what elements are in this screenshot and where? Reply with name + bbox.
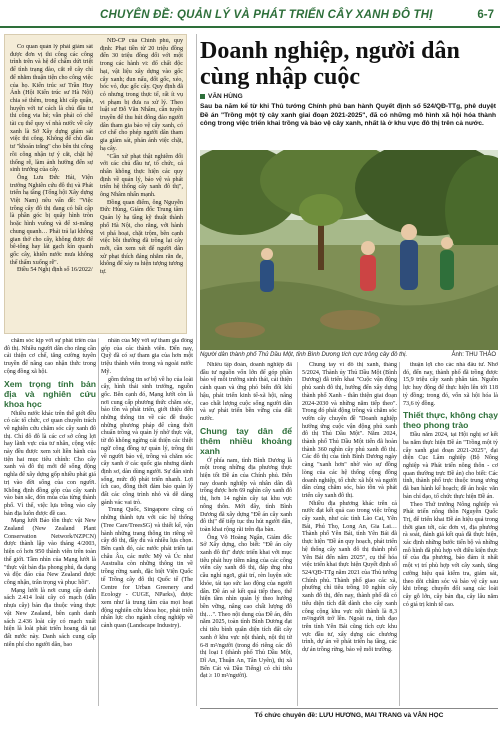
subheading: Chung tay dân để thêm nhiều khoảng xanh: [200, 425, 292, 456]
author-name: VĂN HÙNG: [208, 93, 243, 100]
paragraph: gồm thông tin sơ bộ về họ của loài cây, hình thái sinh trưởng, nguồn gốc. Bên cạnh đó, Mạng lưới còn là nơi cung cấp phương thức chăm sóc, bảo tồn và phát triển, giới thiệu đến những thông tin về các đề thuộc những phương pháp để cùng thời chuẩn trồng và quản lý nhờ thực vật, từ đó không ngừng cải thiện các thiệt ngữ công đồng tự quản lý, trồng thi về người bảo vệ, trồng và chăm sóc cây xanh ở các quốc gia nhưng dành định sơ, dàn dùng người. Sự dân sinh sống, mức độ phát triển nhanh. Lợi ích cao, đồng thời đảm bảo quản lý đất các công trình nhỏ và dễ dàng gánh vác vai trò.: [101, 376, 193, 506]
paragraph: Nhiều nước khác trên thế giới đều có các tổ chức, cơ quan chuyên trách về nghiên cứu chăm sóc cây xanh đô thị. Chỉ đô đô là các cơ sở công lợi hay lãnh vực của tư nhân, cộng việc này đều được xem xét liền hành của tiện hai mục tiêu chính: Cho cây xanh và đô thị mới để sống động nghĩa để xây dựng gốp nhiều phát giá trị vào đời sống của con người. Không định đồng góp của cây xanh vào bản sắc, đón mùa của từng thành phố. Vì thế, việc lựa trồng vào cây bản địa luôn được đề cao.: [4, 410, 96, 517]
body-column-5: [403, 362, 498, 706]
column-divider: [297, 362, 298, 706]
paragraph: Đồng quan điểm, ông Nguyễn Đức Hùng, Giám đốc Trung tâm Quản lý hạ tầng kỹ thuật thành phố Hà Nội, cho rằng, với hành vi phá hoại, chặt trộm, bên cạnh việc bồi thường đã trồng lại cây mới, cần xem xét để người dân xử phạt thích đáng nhằm răn đe, không để xảy ra hiện tượng tương tự.: [100, 199, 183, 276]
sidebar-column-1: [10, 44, 93, 330]
body-column-2: [101, 338, 193, 706]
subheading: Thiết thực, không chạy theo phong trào: [403, 410, 498, 431]
paragraph: Ông Võ Hoàng Ngân, Giám đốc Sở Xây dựng, cho biết: "Đề án cây xanh đô thị" được triển khai với mục tiêu phát huy tiềm năng của các công viên cây xanh đô thị, đáp ứng nhu cầu nghỉ ngơi, giải trí, rèn luyện sức khỏe, tái tạo sức lao động của người dân. Đề án sẽ kết quả tiếp theo, thể hiện tầm nhìn quản lý theo hướng bền vững, nâng cao chất lượng đô thị…". Theo nội dung của Đề án, đến năm 2025, toàn tỉnh Bình Dương đạt chỉ tiêu bình quân diện tích đất cây xanh ở khu vực nội thành, nội thị từ 6-8 m²/người (trong đó riêng các đô thị loại I (thành phố Thủ Dầu Một, Dĩ An, Thuận An, Tân Uyên), thị xã Bến Cát và Dầu Tiếng) có chỉ tiêu đạt ≥ 10 m²/người).: [200, 534, 292, 680]
credits-footer: Tổ chức chuyên đề: LƯU HƯƠNG, MAI TRANG và VÂN HỌC: [254, 712, 444, 719]
author-square-icon: [200, 94, 205, 99]
paragraph: nhân của Mỹ với sự tham gia đồng góp của các thành viên. Đến nay, Quỹ đã có sự tham gia của hơn một triệu thành viên trong và ngoài nước Mỹ.: [101, 338, 193, 375]
body-column-1: [4, 338, 96, 706]
body-column-3: [200, 362, 292, 706]
column-divider: [399, 362, 400, 706]
article-author: [200, 93, 243, 100]
paragraph: Ông Lưu Đức Hải, Viện trưởng Nghiên cứu đô thị và Phát triển hạ tầng (Tổng hội Xây dựng Việt Nam) nêu vấn đề: "Việc trồng cây đô thị đang có bất cập là phần góc bị quây hình tròn hoặc hình vuông và để xi-măng chung quanh… Phải trả lại không gian thở cho cây, không được để bê-tông hay lát gạch kín quanh gốc cây, khiến nước mưa không thể thấm xuống rễ".: [10, 174, 93, 266]
subheading: Xem trọng tính bản địa và nghiên cứu khoa học: [4, 378, 96, 409]
sidebar-column-2: [100, 38, 183, 330]
paragraph: Chung tay vì đô thị xanh, tháng 5/2024, Thành ủy Thủ Dầu Một (Bình Dương) đã triển khai "Cuộc vận động phủ xanh đô thị, hướng đến xây dựng thành phố Xanh - thân thiện giai đoạn 2024-2030 và những năm tiếp theo". Trong đó phát động trồng và chăm sóc vườn cây chuyên đề "Doanh nghiệp hưởng ứng cuộc vận động phủ xanh đô thị Thủ Dầu Một". Năm 2024, thành phố Thủ Dầu Một tiến đã hoàn thành 360 nghìn cây phủ xanh đô thị. Các đô thị của tỉnh Bình Dương ngày càng "xanh hơn" nhờ vào sự đồng lòng của các hệ thống cộng đồng doanh nghiệp, tổ chức xã hội và người dân cùng chăm sóc, bảo tồn và phát triển cây xanh đô thị.: [302, 362, 397, 499]
paragraph: Trung Quốc, Singapore cũng có những thành tựu với các hệ thống (Tree Care/TreesSG) và thiết kế, vận hành những trang thông tin riêng về cây đô thị, đầy đủ và nhiều lựa chọn. Bên cạnh đó, các nước phát triển tại châu Âu, các nước Mỹ và Úc như Australia còn những thông tin về trồng rừng xanh, đặc biệt Viện Quốc tế Trồng cây đô thị Quốc tế (The Centre for Urban Greenery and Ecology - CUGE, NParks), được xem như là trung tâm của mọi hoạt động nghiên cứu khoa học, phát triển nhân lực cho ngành công nghiệp về cảnh quan (Landscape Industry).: [101, 507, 193, 630]
paragraph: thuận lợi cho các nhà đầu tư. Nhờ đó, đến nay, thành phố đã trồng được 15,9 triệu cây xanh phân tán. Nguồn lực huy động để thực hiện lên tới 118 tỷ đồng; trong đó, vốn xã hội hóa là 73,6 tỷ đồng.: [403, 362, 498, 407]
tree-planting-photo-illustration: [200, 150, 498, 350]
paragraph: Mạng lưới là nơi cung cấp danh sách 2.414 loài cây có mạch (dẫn nhựa cây) bản địa thuộc vùng thực vật New Zealand, bên cạnh danh sách 2.436 loài cây có mạch xuất hiện là loài phát triển hoang dã tại đất nước này. Danh sách cung cấp niên phí cho người dân, bao: [4, 587, 96, 648]
article-headline: Doanh nghiệp, người dân cùng nhập cuộc: [200, 38, 460, 90]
section-title: CHUYÊN ĐỀ: QUẢN LÝ VÀ PHÁT TRIỂN CÂY XANH ĐÔ THỊ: [100, 9, 433, 21]
paragraph: Ở phía nam, tỉnh Bình Dương là một trong những địa phương thực hiện tốt Đề án của Chính phủ. Đến nay doanh nghiệp và nhân dân đã trồng được hơn 69 nghìn cây xanh đô thị, hơn 14 nghìn cây tại khu vực nông thôn. Mới đây, tỉnh Bình Dương đã xây dựng "Đề án cây xanh đô thị" để tiếp tục thu hút người dân, toàn khai rộng rãi trên địa bàn.: [200, 457, 292, 533]
paragraph: Co quan quản lý phải giám sát được đơn vị thi công các công trình trên và hệ để chấm dứt triệt để tình trạng đào, cắt rễ cây chỉ để nhằm thuận tiện cho công việc của họ. Kiến trúc sư Trần Huy Ánh (Hội Kiến trúc sư Hà Nội) chia sẻ thêm, trong khi cấp quận, huyện với tư cách là chủ đầu tư thi công via hè; vẫn phải có chế tài cụ thể quy ví nhà nước về cây xanh là Sở Xây dựng giám sát việc thi công. Không để chủ đầu tư "khoán trắng" cho bên thi công rồi công nhận tự ý cắt, chặt hệ thống rễ, làm ảnh hưởng đến sự sinh trưởng của cây.: [10, 44, 93, 174]
photo-caption: Người dân thành phố Thủ Dầu Một, tỉnh Bình Dương tích cực trồng cây đô thị.: [200, 352, 408, 358]
paragraph: Theo Thứ trưởng Nông nghiệp và Phát triển nông thôn Nguyễn Quốc Trị, để triển khai Đề án hiệu quả trong thời gian tới, các đơn vị, địa phương rà soát, đánh giá kết quả đã thực hiện, xác định những bước tiến bộ và những mô hình đã phù hợp với điều kiện thực tế của địa phương, bảo đảm ít nhất một vị trí phù hợp với cây xanh, tăng cường hiệu quả kiểm tra, giám sát, theo dõi chăm sóc và bảo vệ cây sau khi trồng; chuyển đổi sang các loài cây gỗ lớn, cây bản địa, cây lâu năm có giá trị kinh tế cao.: [403, 501, 498, 608]
article-lead: Sau ba năm kể từ khi Thủ tướng Chính phủ ban hành Quyết định số 524/QĐ-TTg, phê duyệt Đề án "Trồng một tỷ cây xanh giai đoạn 2021-2025", đã có những mô hình xã hội hóa thành công trong việc triển khai trồng và bảo vệ cây xanh, nhất là ở khu vực đô thị trên cả nước.: [200, 103, 496, 128]
footer-rule: [200, 708, 498, 709]
paragraph: Nhiều tập đoàn, doanh nghiệp đã đầu tư nguồn vốn lớn để góp phần bảo vệ môi trường sinh thái, cải thiện cảnh quan và ứng phó biến đổi khí hậu, phát triển kinh tế-xã hội, nâng cao chất lượng cuộc sống người dân và sự phát triển bền vững của đất nước.: [200, 362, 292, 422]
paragraph: chăm sóc kịp với sự phát triển của đô thị. Nhiều người dân cho rằng cần cải thiện cơ chế, tăng cường tuyên truyền để nâng cao nhận thức trong cộng đồng xã hội.: [4, 338, 96, 375]
body-column-4: [302, 362, 397, 706]
photo-credit: Ảnh: THU THẢO: [451, 352, 496, 358]
paragraph: Điều 54 Nghị định số 16/2022/: [17, 267, 93, 274]
column-divider: [196, 34, 197, 706]
paragraph: Đầu năm 2024, tại Hội nghị sơ kết ba năm thực hiện Đề án "Trồng một tỷ cây xanh giai đoạn 2021-2025", đại diện Cục Lâm nghiệp (Bộ Nông nghiệp và Phát triển nông thôn - cơ quan thường trực Đề án) cho biết: Các tỉnh, thành phố trực thuộc trung ương đã ban hành kế hoạch; đề án hoặc văn bản chỉ đạo, tổ chức thực hiện Đề án.: [403, 432, 498, 500]
paragraph: "Cần xử phạt thật nghiêm đối với các chủ đầu tư, tổ chức, cá nhân không thực hiện các quy định về quản lý, bảo vệ và phát triển hệ thống cây xanh đô thị", ông Nhâm nhấn mạnh.: [100, 153, 183, 199]
column-divider: [98, 338, 99, 706]
paragraph: Mạng lưới Bảo tồn thực vật New Zealand (New Zealand Plant Conservation Network/NZPCN) được thành lập vào tháng 4/2003, hiện có hơn 950 thành viên trên toàn thế giới. Tầm nhìn của Mạng lưới là "thực vật bản địa phong phú, đa dạng và độc đáo của New Zealand được công nhận, trân trọng và phục hồi".: [4, 518, 96, 586]
page-numbers: 6-7: [477, 9, 494, 21]
paragraph: NĐ-CP của Chính phủ, quy định: Phạt tiền từ 20 triệu đồng đến 30 triệu đồng đối với một trong các hành vi: đổ chất độc hại, vật liệu xây dựng vào gốc cây xanh; đun nấu, đốt gốc, xẻo, bóc vỏ, đục gốc cây. Quy định đã có nhưng trong thực tế, rất ít vụ vi phạm bị đưa ra xử lý. Theo luật sư Đỗ Văn Nhâm, cần tuyên truyền để thu hút đông đảo người dân tham gia bảo vệ cây xanh, có cơ chế cho phép người dân tham gia giám sát, phản ánh việc chặt, hạ cây.: [100, 38, 183, 152]
article-photo: [200, 150, 498, 350]
paragraph: Nhiều địa phương khác trên cả nước đạt kết quả cao trong việc trồng cây xanh, như các tỉnh Lào Cai, Yên Bái, Phú Thọ, Long An, Gia Lai… Thành phố Yên Bái, tỉnh Yên Bái đã thực hiện "Đề án quy hoạch, phát triển hệ thống cây xanh đô thị thành phố Yên Bái đến năm 2025", cụ thể hóa việc triển khai thực hiện Quyết định số 524/QĐ-TTg năm 2021 của Thủ tướng Chính phủ. Thành phố giao các xã, phường chỉ tiêu trồng 10 nghìn cây xanh đô thị, đến nay, thành phố đã có tiểu diện tích đất dành cho cây xanh công cộng khu vực nội thành là 8,3 m²/người trở lên. Ngoài ra, tỉnh đạo trên tỉnh Yên Bái cũng tích cực khu vực đầu tư, xây dựng các chương trình, dự án về phát triển hạ tầng, các dự án trồng rừng, bảo vệ môi trường.: [302, 500, 397, 654]
